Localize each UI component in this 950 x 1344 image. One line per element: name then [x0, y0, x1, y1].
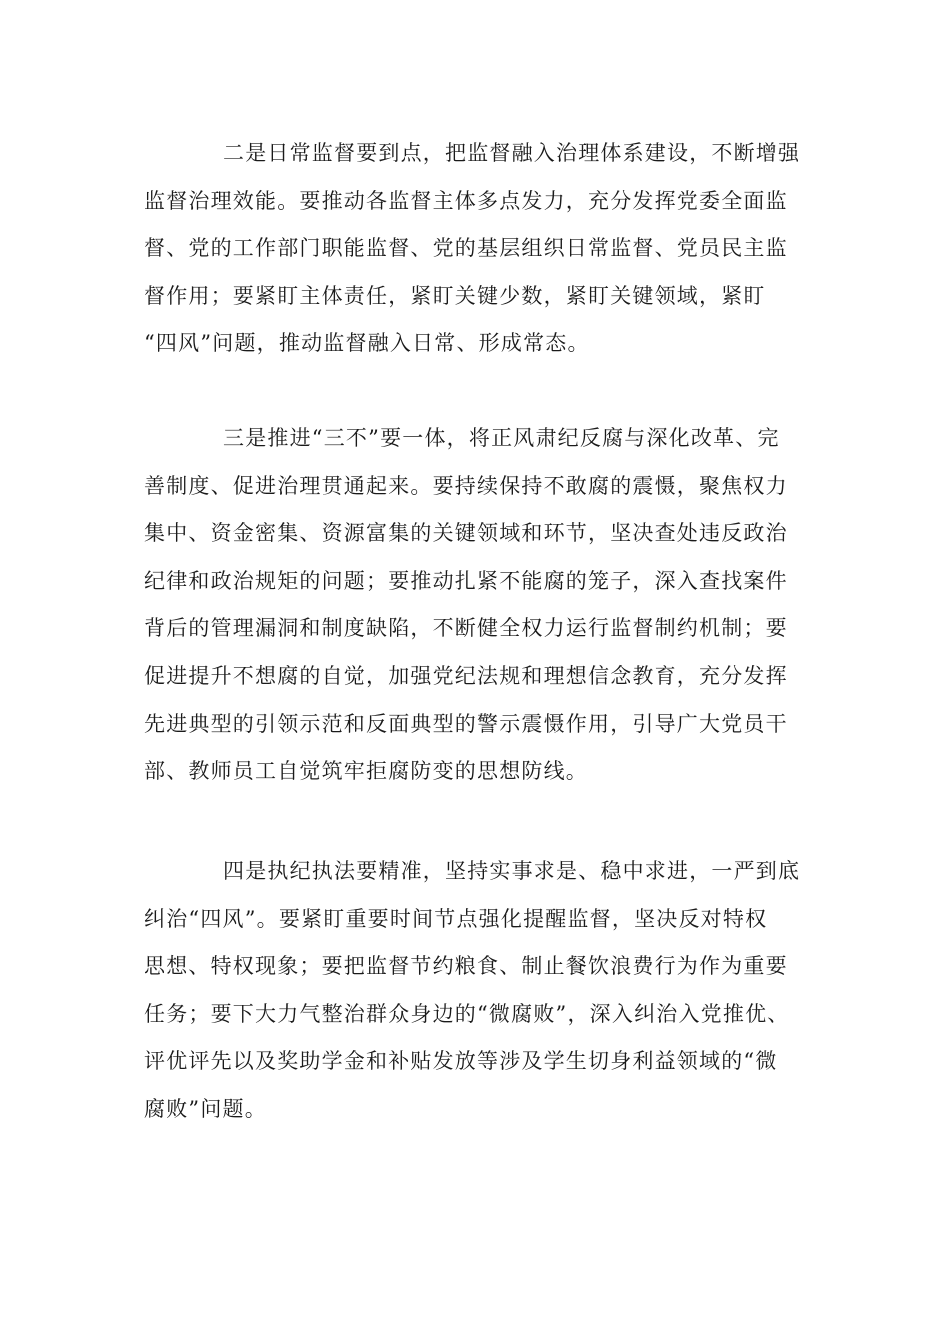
paragraph-daily-supervision: [144, 130, 804, 368]
paragraph-line: 督、党的工作部门职能监督、党的基层组织日常监督、党员民主监: [144, 236, 788, 261]
paragraph-line: 监督治理效能。要推动各监督主体多点发力，充分发挥党委全面监: [144, 188, 788, 213]
paragraph-line: 二是日常监督要到点，把监督融入治理体系建设，不断增强: [223, 141, 801, 165]
paragraph-line: 集中、资金密集、资源富集的关键领域和环节，坚决查处违反政治: [144, 521, 788, 546]
paragraph-line: “四风”问题，推动监督融入日常、形成常态。: [144, 331, 590, 356]
paragraph-line: 先进典型的引领示范和反面典型的警示震慑作用，引导广大党员干: [144, 711, 788, 736]
paragraph-line: 纠治“四风”。要紧盯重要时间节点强化提醒监督，坚决反对特权: [144, 906, 768, 931]
paragraph-line: 促进提升不想腐的自觉，加强党纪法规和理想信念教育，充分发挥: [144, 663, 788, 688]
paragraph-line: 腐败”问题。: [144, 1096, 267, 1121]
paragraph-line: 背后的管理漏洞和制度缺陷，不断健全权力运行监督制约机制；要: [144, 616, 788, 641]
paragraph-line: 纪律和政治规矩的问题；要推动扎紧不能腐的笼子，深入查找案件: [144, 568, 788, 593]
paragraph-line: 评优评先以及奖助学金和补贴发放等涉及学生切身利益领域的“微: [144, 1049, 778, 1074]
paragraph-line: 督作用；要紧盯主体责任，紧盯关键少数，紧盯关键领域，紧盯: [144, 283, 766, 308]
paragraph-line: 思想、特权现象；要把监督节约粮食、制止餐饮浪费行为作为重要: [144, 954, 788, 979]
paragraph-line: 任务；要下大力气整治群众身边的“微腐败”，深入纠治入党推优、: [144, 1001, 790, 1026]
paragraph-line: 四是执纪执法要精准，坚持实事求是、稳中求进，一严到底: [223, 859, 801, 883]
paragraph-line: 三是推进“三不”要一体，将正风肃纪反腐与深化改革、完: [223, 426, 780, 450]
paragraph-line: 部、教师员工自觉筑牢拒腐防变的思想防线。: [144, 759, 588, 784]
paragraph-three-nots: [144, 415, 804, 796]
paragraph-line: 善制度、促进治理贯通起来。要持续保持不敢腐的震慑，聚焦权力: [144, 473, 788, 498]
paragraph-precise-discipline: [144, 848, 804, 1134]
